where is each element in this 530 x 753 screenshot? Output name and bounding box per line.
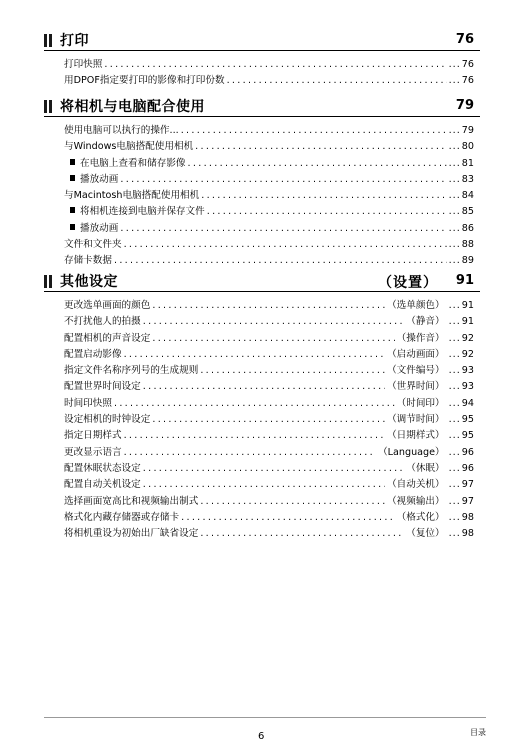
- toc-entry-page: ... 83: [449, 174, 474, 185]
- section-heading: [44, 30, 480, 51]
- section-page-number[interactable]: 79: [455, 98, 474, 113]
- toc-entry-title: 不打扰他人的拍摄: [64, 316, 141, 328]
- toc-entry-page: ... 84: [449, 190, 474, 201]
- dot-leader: [104, 59, 446, 70]
- toc-entry-page: ... 86: [449, 223, 474, 234]
- dot-leader: [114, 398, 395, 409]
- heading-marker-icon: [44, 100, 52, 113]
- toc-entry[interactable]: [64, 525, 474, 541]
- toc-entry[interactable]: [64, 362, 474, 378]
- bullet-square-icon: [70, 175, 75, 181]
- toc-entry-title: 更改显示语言: [64, 446, 122, 458]
- toc-entry-menu-label: （时间印）: [396, 397, 445, 409]
- toc-entry[interactable]: [64, 493, 474, 509]
- toc-entry-title: 配置自动关机设定: [64, 479, 141, 491]
- toc-entry[interactable]: [64, 444, 474, 460]
- dot-leader: [188, 158, 447, 169]
- dot-leader: [200, 528, 404, 539]
- toc-entry[interactable]: [64, 313, 474, 329]
- section-subtitle: （设置）: [378, 275, 438, 291]
- toc-entry-title: 播放动画: [80, 173, 119, 185]
- toc-entry-title: 设定相机的时钟设定: [64, 414, 151, 426]
- toc-entry-page: ... 79: [449, 125, 474, 136]
- toc-entry-page: ... 76: [449, 59, 474, 70]
- toc-entry-title: 格式化内藏存储器或存储卡: [64, 511, 180, 523]
- toc-entry-title: 指定文件名称序列号的生成规则: [64, 365, 199, 377]
- toc-entry-page: ... 97: [449, 479, 474, 490]
- toc-entry-title: 使用电脑可以执行的操作...: [64, 125, 179, 136]
- toc-entry-list: [44, 297, 480, 541]
- toc-entry-menu-label: （文件编号）: [387, 365, 445, 377]
- toc-entry-title: 配置启动影像: [64, 348, 122, 360]
- dot-leader: [201, 190, 446, 201]
- toc-entry-title: 存储卡数据: [64, 255, 112, 267]
- toc-entry-page: ... 93: [449, 381, 474, 392]
- toc-entry[interactable]: [64, 411, 474, 427]
- dot-leader: [143, 479, 385, 490]
- toc-entry[interactable]: [64, 56, 474, 72]
- toc-entry-page: ... 91: [449, 316, 474, 327]
- toc-entry-menu-label: （视频输出）: [387, 495, 445, 507]
- toc-entry-page: ... 89: [449, 255, 474, 266]
- toc-entry-page: ... 96: [449, 463, 474, 474]
- dot-leader: [143, 381, 385, 392]
- section-settings: [44, 271, 480, 541]
- section-heading: [44, 96, 480, 117]
- toc-entry-list: [44, 56, 480, 89]
- page-number: 6: [258, 731, 265, 742]
- dot-leader: [114, 255, 447, 266]
- toc-entry-title: 文件和文件夹: [64, 239, 122, 251]
- toc-entry-menu-label: （自动关机）: [387, 479, 445, 491]
- toc-entry-page: ... 98: [449, 512, 474, 523]
- toc-entry-menu-label: （日期样式）: [387, 430, 445, 442]
- toc-entry[interactable]: [64, 72, 474, 88]
- toc-entry-page: ... 85: [449, 206, 474, 217]
- dot-leader: [124, 447, 377, 458]
- toc-entry[interactable]: [64, 476, 474, 492]
- bullet-square-icon: [70, 207, 75, 213]
- section-page-number[interactable]: 91: [455, 273, 474, 288]
- toc-entry-page: ... 76: [449, 75, 474, 86]
- toc-entry-list: [44, 122, 480, 269]
- dot-leader: [143, 463, 405, 474]
- dot-leader: [195, 141, 446, 152]
- toc-entry-title: 播放动画: [80, 222, 119, 234]
- toc-entry-menu-label: （休眠）: [406, 462, 445, 474]
- toc-entry[interactable]: [64, 330, 474, 346]
- toc-entry[interactable]: [64, 509, 474, 525]
- toc-entry[interactable]: [70, 220, 474, 236]
- dot-leader: [124, 239, 447, 250]
- toc-entry-title: 与Macintosh电脑搭配使用相机: [64, 190, 200, 202]
- toc-entry-title: 与Windows电脑搭配使用相机: [64, 141, 194, 153]
- dot-leader: [200, 496, 385, 507]
- toc-entry-title: 选择画面宽高比和视频输出制式: [64, 495, 199, 507]
- dot-leader: [152, 333, 394, 344]
- toc-entry-title: 在电脑上查看和储存影像: [80, 157, 186, 169]
- toc-entry-title: 将相机连接到电脑并保存文件: [80, 206, 205, 218]
- toc-entry[interactable]: [64, 395, 474, 411]
- toc-entry-page: ... 88: [449, 239, 474, 250]
- toc-entry[interactable]: [70, 171, 474, 187]
- bullet-square-icon: [70, 224, 75, 230]
- dot-leader: [152, 414, 385, 425]
- toc-entry-title: 指定日期样式: [64, 430, 122, 442]
- dot-leader: [124, 430, 386, 441]
- dot-leader: [120, 223, 446, 234]
- section-print: [44, 30, 480, 89]
- toc-entry[interactable]: [64, 297, 474, 313]
- toc-entry[interactable]: [64, 427, 474, 443]
- footer-label: 目录: [470, 728, 486, 737]
- toc-entry-title: 打印快照: [64, 59, 103, 70]
- dot-leader: [181, 512, 395, 523]
- toc-entry-title: 将相机重设为初始出厂缺省设定: [64, 528, 199, 540]
- heading-marker-icon: [44, 34, 52, 47]
- toc-entry[interactable]: [70, 203, 474, 219]
- dot-leader: [120, 174, 446, 185]
- section-title: 将相机与电脑配合使用: [60, 99, 205, 115]
- toc-entry-title: 更改选单画面的颜色: [64, 300, 151, 311]
- dot-leader: [143, 316, 405, 327]
- toc-entry-page: ... 91: [449, 300, 474, 311]
- toc-entry[interactable]: [64, 187, 474, 203]
- section-title: 打印: [60, 33, 89, 49]
- toc-entry-menu-label: （选单颜色）: [387, 300, 445, 311]
- toc-entry-menu-label: （静音）: [406, 316, 445, 328]
- toc-entry-title: 配置休眠状态设定: [64, 462, 141, 474]
- toc-entry-page: ... 80: [449, 141, 474, 152]
- heading-marker-icon: [44, 275, 52, 288]
- toc-entry-menu-label: （格式化）: [396, 511, 445, 523]
- toc-entry[interactable]: [64, 252, 474, 268]
- section-computer: [44, 96, 480, 269]
- toc-entry-menu-label: （Language）: [378, 446, 445, 458]
- dot-leader: [207, 206, 447, 217]
- toc-entry[interactable]: [70, 155, 474, 171]
- dot-leader: [181, 125, 447, 136]
- toc-entry-page: ... 95: [449, 430, 474, 441]
- toc-entry-page: ... 92: [449, 333, 474, 344]
- toc-entry[interactable]: [64, 378, 474, 394]
- toc-entry-page: ... 94: [449, 398, 474, 409]
- toc-entry-menu-label: （操作音）: [396, 332, 445, 344]
- toc-entry-page: ... 97: [449, 496, 474, 507]
- toc-entry-title: 用DPOF指定要打印的影像和打印份数: [64, 75, 225, 87]
- toc-entry-menu-label: （调节时间）: [387, 414, 445, 426]
- toc-entry-page: ... 96: [449, 447, 474, 458]
- dot-leader: [227, 75, 447, 86]
- toc-entry[interactable]: [64, 346, 474, 362]
- footer-divider: [44, 717, 486, 718]
- toc-entry[interactable]: [64, 460, 474, 476]
- dot-leader: [200, 365, 385, 376]
- section-heading: [44, 271, 480, 292]
- dot-leader: [124, 349, 386, 360]
- bullet-square-icon: [70, 159, 75, 165]
- toc-entry-page: ... 92: [449, 349, 474, 360]
- toc-entry-page: ... 98: [449, 528, 474, 539]
- toc-entry[interactable]: [64, 122, 474, 138]
- toc-entry-page: ... 81: [449, 158, 474, 169]
- toc-entry-menu-label: （启动画面）: [387, 348, 445, 360]
- toc-entry-page: ... 93: [449, 365, 474, 376]
- toc-entry-menu-label: （世界时间）: [387, 381, 445, 393]
- toc-entry[interactable]: [64, 138, 474, 154]
- toc-entry-title: 时间印快照: [64, 397, 112, 409]
- toc-entry-title: 配置世界时间设定: [64, 381, 141, 393]
- toc-entry-menu-label: （复位）: [406, 528, 445, 540]
- toc-entry[interactable]: [64, 236, 474, 252]
- toc-entry-title: 配置相机的声音设定: [64, 332, 151, 344]
- dot-leader: [152, 300, 385, 311]
- section-page-number[interactable]: 76: [455, 32, 474, 47]
- toc-entry-page: ... 95: [449, 414, 474, 425]
- section-title: 其他设定: [60, 274, 118, 290]
